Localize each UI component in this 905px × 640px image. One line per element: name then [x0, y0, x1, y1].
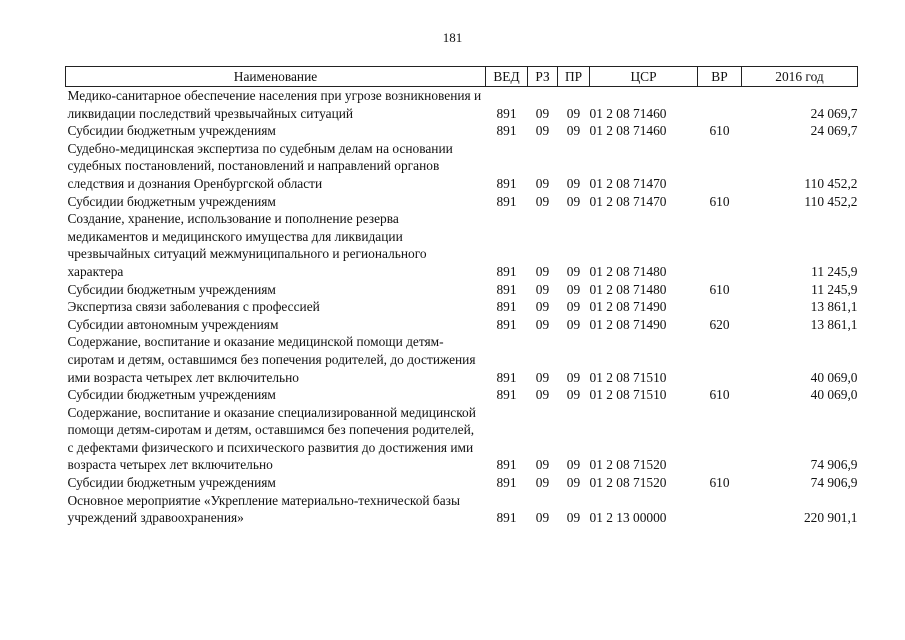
row-amount: 220 901,1: [803, 510, 858, 526]
row-pr: 09: [566, 369, 581, 385]
row-pr: 09: [566, 123, 581, 139]
row-rz: 09: [535, 369, 550, 385]
row-vr: 610: [709, 475, 730, 491]
row-amount: 11 245,9: [811, 263, 858, 279]
row-vr: 610: [709, 281, 730, 297]
row-pr: 09: [566, 457, 581, 473]
row-csr: 01 2 08 71520: [589, 457, 667, 473]
table-row: [66, 474, 858, 492]
row-pr: 09: [566, 263, 581, 279]
row-rz: 09: [535, 281, 550, 297]
row-pr: 09: [566, 105, 581, 121]
row-ved: 891: [496, 281, 517, 297]
row-ved: 891: [496, 369, 517, 385]
row-name: Содержание, воспитание и оказание специализированной медицинской помощи детям-сиротам и детям, оставшимся без попечения родителей, с дефектами физического и психического развития до достижения ими возраста четырех лет включительно: [67, 404, 476, 473]
header-name: Наименование: [66, 67, 486, 87]
row-pr: 09: [566, 316, 581, 332]
row-rz: 09: [535, 387, 550, 403]
row-rz: 09: [535, 105, 550, 121]
row-rz: 09: [535, 316, 550, 332]
table-row: [66, 122, 858, 140]
row-name: Создание, хранение, использование и пополнение резерва медикаментов и медицинского имущества для ликвидации чрезвычайных ситуаций межмуниципального и регионального характера: [67, 211, 427, 279]
row-amount: 24 069,7: [810, 105, 858, 121]
row-name: Субсидии автономным учреждениям: [67, 316, 279, 332]
row-ved: 891: [496, 263, 517, 279]
row-ved: 891: [496, 387, 517, 403]
row-ved: 891: [496, 316, 517, 332]
row-pr: 09: [566, 510, 581, 526]
row-amount: 40 069,0: [810, 369, 858, 385]
table-row: [66, 210, 858, 280]
row-rz: 09: [535, 175, 550, 191]
table-row: [66, 386, 858, 404]
table-row: [66, 333, 858, 386]
row-rz: 09: [535, 299, 550, 315]
table-row: [66, 298, 858, 316]
header-pr: ПР: [558, 67, 590, 87]
row-csr: 01 2 08 71460: [589, 123, 667, 139]
table-row: [66, 140, 858, 193]
row-pr: 09: [566, 299, 581, 315]
row-rz: 09: [535, 457, 550, 473]
table-row: [66, 281, 858, 299]
header-ved: ВЕД: [486, 67, 528, 87]
row-amount: 74 906,9: [810, 475, 858, 491]
row-vr: [698, 333, 742, 386]
row-name: Субсидии бюджетным учреждениям: [67, 281, 276, 297]
table-row: [66, 193, 858, 211]
row-amount: 13 861,1: [810, 299, 858, 315]
row-vr: 610: [709, 193, 730, 209]
page-number: 181: [442, 30, 463, 45]
row-amount: 24 069,7: [810, 123, 858, 139]
row-ved: 891: [496, 299, 517, 315]
row-pr: 09: [566, 387, 581, 403]
row-vr: [698, 404, 742, 474]
row-ved: 891: [496, 475, 517, 491]
row-pr: 09: [566, 475, 581, 491]
row-ved: 891: [496, 105, 517, 121]
row-rz: 09: [535, 263, 550, 279]
row-pr: 09: [566, 281, 581, 297]
row-vr: [698, 140, 742, 193]
row-name: Основное мероприятие «Укрепление материально-технической базы учреждений здравоохранения»: [67, 492, 460, 526]
row-csr: 01 2 08 71470: [589, 193, 667, 209]
table-row: [66, 316, 858, 334]
row-vr: [698, 210, 742, 280]
table-row: [66, 492, 858, 527]
row-rz: 09: [535, 510, 550, 526]
row-ved: 891: [496, 175, 517, 191]
row-vr: [698, 298, 742, 316]
row-csr: 01 2 08 71520: [589, 475, 667, 491]
row-vr: 610: [709, 387, 730, 403]
row-csr: 01 2 08 71510: [589, 369, 667, 385]
row-name: Экспертиза связи заболевания с профессией: [67, 299, 320, 315]
table-row: [66, 404, 858, 474]
row-csr: 01 2 08 71490: [589, 316, 667, 332]
row-csr: 01 2 08 71490: [589, 299, 667, 315]
table-header-row: [66, 67, 858, 87]
row-vr: 610: [709, 123, 730, 139]
row-amount: 74 906,9: [810, 457, 858, 473]
row-name: Субсидии бюджетным учреждениям: [67, 193, 276, 209]
row-name: Субсидии бюджетным учреждениям: [67, 123, 276, 139]
row-ved: 891: [496, 193, 517, 209]
table-row: [66, 87, 858, 123]
row-name: Содержание, воспитание и оказание медицинской помощи детям-сиротам и детям, оставшимся без попечения родителей, до достижения ими возраста четырех лет включительно: [67, 334, 476, 385]
header-vr: ВР: [698, 67, 742, 87]
row-name: Субсидии бюджетным учреждениям: [67, 475, 276, 491]
row-name: Субсидии бюджетным учреждениям: [67, 387, 276, 403]
row-amount: 11 245,9: [811, 281, 858, 297]
row-csr: 01 2 08 71480: [589, 281, 667, 297]
row-amount: 110 452,2: [804, 193, 858, 209]
row-csr: 01 2 08 71510: [589, 387, 667, 403]
row-pr: 09: [566, 175, 581, 191]
row-vr: 620: [709, 316, 730, 332]
row-rz: 09: [535, 475, 550, 491]
row-csr: 01 2 08 71480: [589, 263, 667, 279]
header-csr: ЦСР: [590, 67, 698, 87]
row-rz: 09: [535, 193, 550, 209]
row-csr: 01 2 08 71460: [589, 105, 667, 121]
row-ved: 891: [496, 457, 517, 473]
row-csr: 01 2 08 71470: [589, 175, 667, 191]
row-vr: [698, 492, 742, 527]
header-year: 2016 год: [742, 67, 858, 87]
row-amount: 40 069,0: [810, 387, 858, 403]
header-rz: РЗ: [528, 67, 558, 87]
row-name: Судебно-медицинская экспертиза по судебным делам на основании судебных постановлений, постановлений и направлений органов следствия и дознания Оренбургской области: [67, 140, 453, 191]
row-csr: 01 2 13 00000: [589, 510, 667, 526]
row-rz: 09: [535, 123, 550, 139]
budget-table: [65, 66, 858, 527]
row-name: Медико-санитарное обеспечение населения при угрозе возникновения и ликвидации последствий чрезвычайных ситуаций: [67, 88, 482, 121]
row-ved: 891: [496, 123, 517, 139]
row-amount: 110 452,2: [804, 175, 858, 191]
row-amount: 13 861,1: [810, 316, 858, 332]
row-vr: [698, 87, 742, 123]
row-pr: 09: [566, 193, 581, 209]
row-ved: 891: [496, 510, 517, 526]
